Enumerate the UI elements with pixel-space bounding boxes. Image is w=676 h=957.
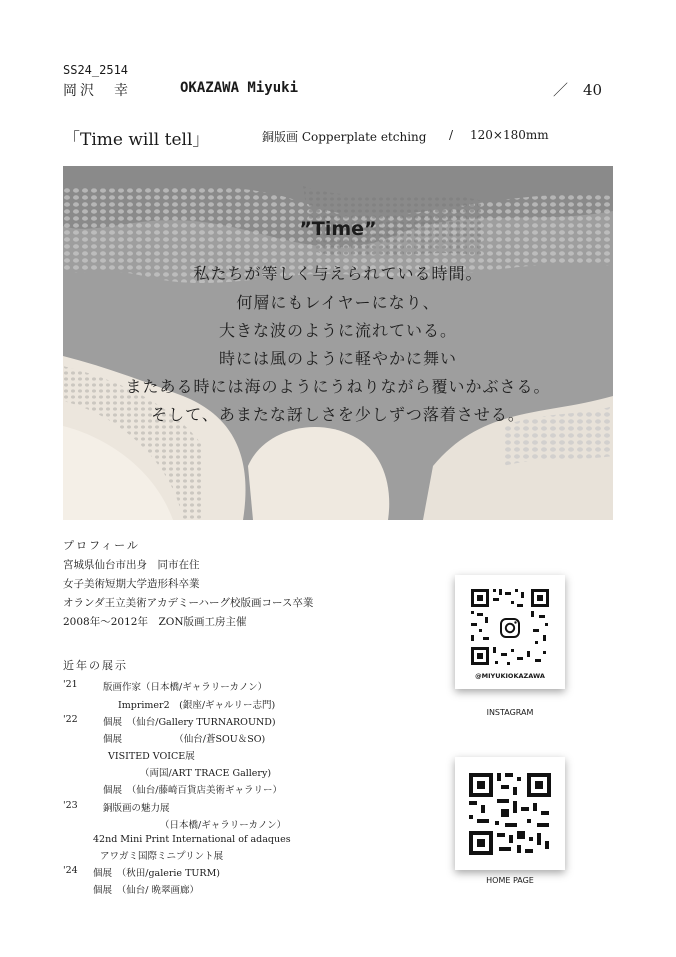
homepage-qr-code	[455, 757, 565, 870]
exhibition-entry: VISITED VOICE展	[108, 751, 195, 762]
artwork-image	[63, 166, 613, 520]
exhibition-entry: 銅版画の魅力展	[103, 803, 170, 814]
poem-line: 何層にもレイヤーになり、	[236, 293, 440, 312]
exhibition-entry: 個展 （仙台/藤崎百貨店美術ギャラリー）	[103, 785, 282, 796]
work-technique: 銅版画 Copperplate etching	[262, 130, 427, 144]
exhibition-entry: 個展 （仙台/蒼SOU＆SO)	[103, 734, 266, 745]
instagram-label: INSTAGRAM	[486, 708, 534, 717]
poem-line: 大きな波のように流れている。	[218, 321, 457, 340]
profile-heading: プロフィール	[63, 539, 140, 552]
exhibition-entry: 個展 （仙台/Gallery TURNAROUND)	[103, 717, 276, 728]
exhibition-entry: Imprimer2 (銀座/ギャルリー志門)	[118, 700, 276, 711]
poem-line: そして、あまたな訝しさを少しずつ落着させる。	[151, 405, 525, 424]
profile-line: オランダ王立美術アカデミーハーグ校版画コース卒業	[63, 597, 314, 609]
instagram-handle: @MIYUKIOKAZAWA	[475, 672, 545, 680]
exhibitions-heading: 近年の展示	[63, 659, 128, 672]
exhibition-entry: 個展 （秋田/galerie TURM)	[93, 868, 221, 879]
profile-line: 女子美術短期大学造形科卒業	[63, 578, 200, 590]
exhibition-year: '23	[63, 800, 78, 811]
homepage-label: HOME PAGE	[486, 876, 534, 885]
work-size: 120×180mm	[470, 128, 549, 142]
catalog-code: SS24_2514	[63, 63, 129, 77]
exhibition-year: '24	[63, 865, 78, 876]
info-separator: /	[449, 128, 454, 142]
exhibition-entry: 個展 （仙台/ 晩翠画廊）	[93, 885, 199, 896]
exhibition-year: '21	[63, 679, 78, 690]
instagram-qr-code	[455, 575, 565, 685]
homepage-qr-card[interactable]	[455, 757, 565, 870]
profile-line: 宮城県仙台市出身 同市在住	[63, 559, 200, 571]
artist-name-japanese: 岡沢 幸	[63, 83, 131, 99]
poem-line: 時には風のように軽やかに舞い	[218, 349, 457, 368]
page-number: ／ 40	[553, 81, 603, 99]
poem-title: ”Time”	[299, 218, 377, 240]
exhibition-entry: 42nd Mini Print International of adaques	[93, 834, 291, 845]
exhibition-entry: アワガミ国際ミニプリント展	[100, 851, 224, 862]
work-title: 「Time will tell」	[63, 130, 210, 150]
exhibition-year: '22	[63, 714, 78, 725]
poem-line: 私たちが等しく与えられている時間。	[193, 264, 483, 283]
instagram-qr-card[interactable]	[455, 575, 565, 689]
poem-line: またある時には海のようにうねりながら覆いかぶさる。	[125, 377, 551, 396]
exhibition-entry: （両国/ART TRACE Gallery)	[140, 768, 272, 779]
exhibition-entry: 版画作家（日本橋/ギャラリーカノン）	[103, 682, 268, 693]
artist-name-english: OKAZAWA Miyuki	[180, 80, 299, 96]
profile-line: 2008年〜2012年 ZON版画工房主催	[63, 616, 247, 628]
exhibition-entry: （日本橋/ギャラリーカノン）	[160, 820, 287, 831]
